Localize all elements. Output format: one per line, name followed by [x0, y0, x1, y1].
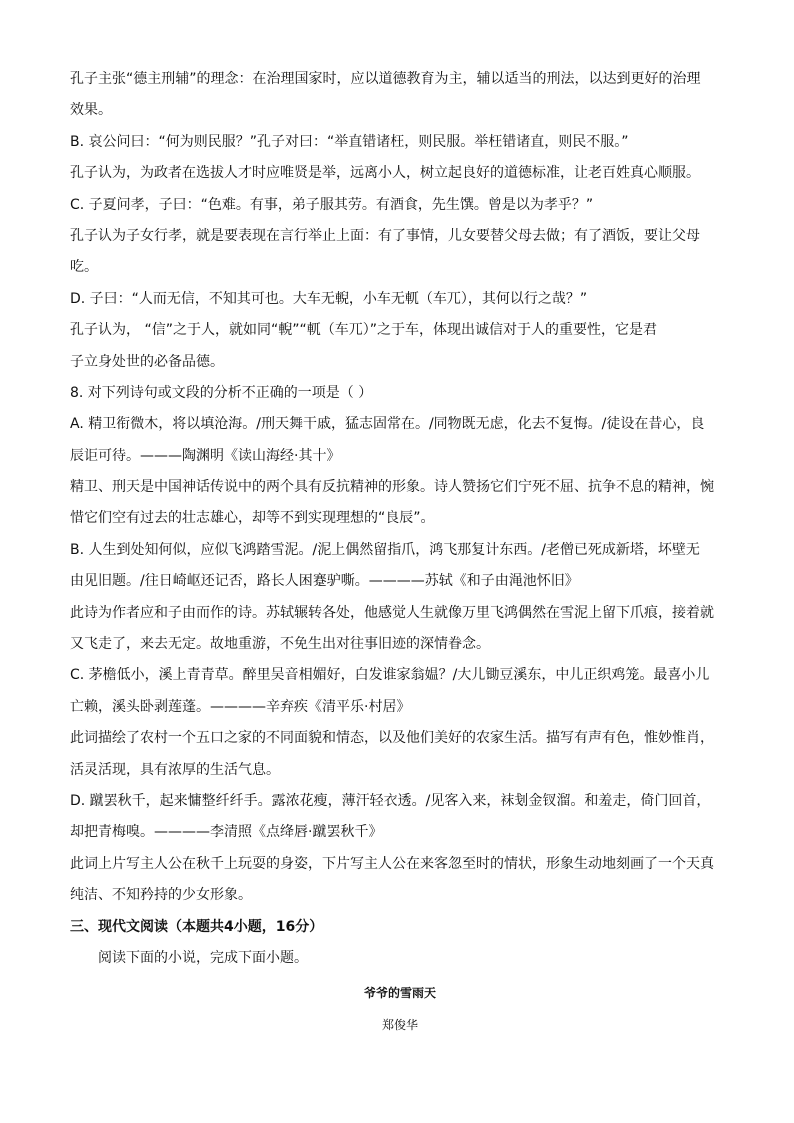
section-heading: 三、现代文阅读（本题共4小题，16分） — [70, 918, 324, 935]
text-line: 效果。 — [70, 102, 112, 119]
text-line: 此词上片写主人公在秋千上玩耍的身姿，下片写主人公在来客忽至时的情状，形象生动地刻画了一个天真 — [70, 855, 714, 872]
text-line: 由见旧题。/往日崎岖还记否，路长人困蹇驴嘶。————苏轼《和子由渑池怀旧》 — [70, 573, 579, 590]
text-line: 辰讵可待。———陶渊明《读山海经·其十》 — [70, 447, 341, 464]
story-title: 爷爷的雪雨天 — [363, 986, 436, 1001]
story-author: 郑俊华 — [381, 1018, 418, 1033]
option-c: C. 茅檐低小，溪上青青草。醉里吴音相媚好，白发谁家翁媪？/大儿锄豆溪东，中儿正织鸡笼。最喜小儿 — [70, 667, 710, 684]
document-body — [70, 64, 730, 1040]
option-d: D. 蹴罢秋千，起来慵整纤纤手。露浓花瘦，薄汗轻衣透。/见客入来，袜刬金钗溜。和羞走，倚门回首， — [70, 792, 711, 809]
text-line: 孔子主张“德主刑辅”的理念：在治理国家时，应以道德教育为主，辅以适当的刑法，以达到更好的治理 — [70, 71, 701, 87]
text-line: 此诗为作者应和子由而作的诗。苏轼辗转各处，他感觉人生就像万里飞鸿偶然在雪泥上留下爪痕，接着就 — [70, 604, 714, 621]
reading-instruction: 阅读下面的小说，完成下面小题。 — [98, 949, 308, 966]
option-a: A. 精卫衔微木，将以填沧海。/刑天舞干戚，猛志固常在。/同物既无虑，化去不复悔。/徒设在昔心，良 — [70, 416, 705, 433]
text-line: 精卫、刑天是中国神话传说中的两个具有反抗精神的形象。诗人赞扬它们宁死不屈、抗争不息的精神，惋 — [70, 479, 714, 496]
text-line: 又飞走了，来去无定。故地重游，不免生出对往事旧迹的深情眷念。 — [70, 636, 490, 653]
text-line: 纯洁、不知矜持的少女形象。 — [70, 887, 252, 904]
option-c: C. 子夏问孝，子曰：“色难。有事，弟子服其劳。有酒食，先生馔。曾是以为孝乎？” — [70, 196, 594, 213]
question-8: 8. 对下列诗句或文段的分析不正确的一项是（ ） — [70, 384, 373, 401]
text-line: 子立身处世的必备品德。 — [70, 353, 224, 370]
text-line: 此词描绘了农村一个五口之家的不同面貌和情态，以及他们美好的农家生活。描写有声有色，惟妙惟肖， — [70, 730, 714, 747]
text-line: 吃。 — [70, 259, 98, 276]
text-line: 活灵活现，具有浓厚的生活气息。 — [70, 761, 280, 778]
text-line: 孔子认为， “信”之于人，就如同“輗”“軏（车兀）”之于车，体现出诚信对于人的重要性，它是君 — [70, 322, 657, 339]
option-b: B. 哀公问曰：“何为则民服？”孔子对曰：“举直错诸枉，则民服。举枉错诸直，则民不服。” — [70, 133, 629, 150]
text-line: 孔子认为子女行孝，就是要表现在言行举止上面：有了事情，儿女要替父母去做；有了酒饭，要让父母 — [70, 227, 700, 244]
text-line: 孔子认为，为政者在选拔人才时应唯贤是举，远离小人，树立起良好的道德标准，让老百姓真心顺服。 — [70, 165, 700, 182]
text-line: 惜它们空有过去的壮志雄心，却等不到实现理想的“良辰”。 — [70, 510, 435, 527]
text-line: 亡赖，溪头卧剥莲蓬。————辛弃疾《清平乐·村居》 — [70, 698, 411, 715]
option-d: D. 子曰：“人而无信，不知其可也。大车无輗，小车无軏（车兀），其何以行之哉？” — [70, 290, 588, 307]
text-line: 却把青梅嗅。————李清照《点绛唇·蹴罢秋千》 — [70, 824, 383, 841]
option-b: B. 人生到处知何似，应似飞鸿踏雪泥。/泥上偶然留指爪，鸿飞那复计东西。/老僧已死成新塔，坏壁无 — [70, 541, 700, 558]
